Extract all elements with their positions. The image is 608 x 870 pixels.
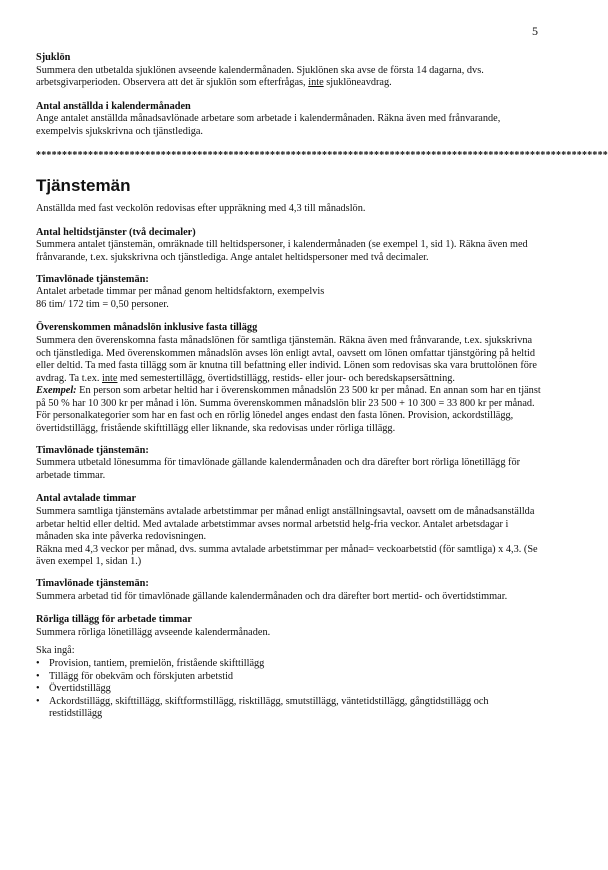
section-text: Ange antalet anställda månadsavlönade arbetare som arbetade i kalendermånaden. Räkna även med frånvarande, exempelvis sjukskrivna och tjänstlediga. <box>36 113 501 137</box>
section-heltidstjanster <box>36 227 541 312</box>
intro-text: Anställda med fast veckolön redovisas efter uppräkning med 4,3 till månadslön. <box>36 203 366 215</box>
bullet-list <box>36 658 541 721</box>
section-text: Summera antalet tjänstemän, omräknade till heltidspersoner, i kalendermånaden (se exempel 1, sid 1). Räkna även med frånvarande, t.ex. sjukskrivna och tjänstlediga. Ange antalet heltidspersoner med två decimaler. <box>36 239 528 263</box>
section-text: Summera rörliga lönetillägg avseende kalendermånaden. <box>36 626 271 638</box>
bullet-icon: • <box>36 657 40 669</box>
underlined-word: inte <box>102 372 118 384</box>
bullet-icon: • <box>36 695 40 707</box>
bullet-icon: • <box>36 670 40 682</box>
section-heading: Antal heltidstjänster (två decimaler) <box>36 226 196 238</box>
page-title: Tjänstemän <box>36 176 131 196</box>
section-heading: Sjuklön <box>36 52 71 63</box>
list-item: • Ackordstillägg, skifttillägg, skiftformstillägg, risktillägg, smutstillägg, väntetidstillägg, gångtidstillägg och restidstillägg <box>36 695 489 720</box>
section-text: Räkna med 4,3 veckor per månad, dvs. summa avtalade arbetstimmar per månad= veckoarbetstid (för samtliga) x 4,3. (Se även exempel 1, sidan 1.) <box>36 543 538 568</box>
list-item: • Övertidstillägg <box>36 683 111 695</box>
page-content <box>36 52 608 732</box>
sub-text: 86 tim/ 172 tim = 0,50 personer. <box>36 298 169 310</box>
section-heading: Antal anställda i kalendermånaden <box>36 100 191 112</box>
section-text: Summera samtliga tjänstemäns avtalade arbetstimmar per månad enligt anställningsavtal, oavsett om de månadsanställda arbetar heltid eller deltid. Med avtalade arbetstimmar avses normal arbetstid helg-fria veckor. Antalet arbetsdagar i månaden ska inte påverka redovisningen. <box>36 506 535 543</box>
example-text: Exempel: En person som arbetar heltid har i överenskommen månadslön 23 500 kr per månad. En annan som har en tjänst på 50 % har 10 300 kr per månad i lön. Summa överenskommen månadslön blir 23 500 + 10 300 = 33 800 kr per månad. <box>36 385 541 409</box>
sub-text: Summera utbetald lönesumma för timavlönade gällande kalendermånaden och dra därefter bort rörliga lönetillägg för arbetade timmar. <box>36 457 521 481</box>
section-text: Summera den överenskomna fasta månadslönen för samtliga tjänstemän. Räkna även med frånvarande, t.ex. sjukskrivna och tjänstlediga. Med överenskommen månadslön avses lön enligt avtal, oavsett om lönen omfattar tjänstgöring på heltid eller deltid. Ta med fasta tillägg som är knutna till befattning eller individ. Lönen som redovisas ska vara bruttolönen före avdrag. Ta t.ex. inte med semestertillägg, övertidstillägg, restids- eller jour- och beredskapsersättning. <box>36 334 537 384</box>
section-avtalade-timmar <box>36 493 541 603</box>
section-overenskommen-manadslon <box>36 322 541 482</box>
section-antal-anstallda <box>36 101 541 139</box>
section-heading: Överenskommen månadslön inklusive fasta tillägg <box>36 322 258 334</box>
page-number: 5 <box>532 24 538 38</box>
separator-line: ************************************************************************************************************** <box>36 149 608 161</box>
underlined-word: inte <box>308 77 324 89</box>
sub-text: Summera arbetad tid för timavlönade gällande kalendermånaden och dra därefter bort mertid- och övertidstimmar. <box>36 590 508 602</box>
list-intro: Ska ingå: <box>36 645 75 657</box>
section-text: Summera den utbetalda sjuklönen avseende kalendermånaden. Sjuklönen ska avse de första 14 dagarna, dvs. arbetsgivarperioden. Observera att det är sjuklön som efterfrågas, inte sjuklöneavdrag. <box>36 64 484 89</box>
sub-text: Antalet arbetade timmar per månad genom heltidsfaktorn, exempelvis <box>36 286 325 298</box>
section-sjuklon <box>36 52 541 90</box>
bullet-icon: • <box>36 683 40 695</box>
sub-heading: Timavlönade tjänstemän: <box>36 578 149 589</box>
example-label: Exempel: <box>36 385 77 397</box>
sub-heading: Timavlönade tjänstemän: <box>36 273 149 285</box>
sub-heading: Timavlönade tjänstemän: <box>36 444 149 456</box>
section-rorliga-tillagg <box>36 614 541 721</box>
section-text: För personalkategorier som har en fast och en rörlig lönedel anges endast den fasta lönen. Provision, ackordstillägg, övertidstillägg, fristående skifttillägg eller liknande, ska redovisas under rörliga tillägg. <box>36 410 514 435</box>
list-item: • Provision, tantiem, premielön, fristående skifttillägg <box>36 657 265 669</box>
list-item: • Tillägg för obekväm och förskjuten arbetstid <box>36 670 234 682</box>
section-heading: Antal avtalade timmar <box>36 493 137 505</box>
section-heading: Rörliga tillägg för arbetade timmar <box>36 614 192 626</box>
